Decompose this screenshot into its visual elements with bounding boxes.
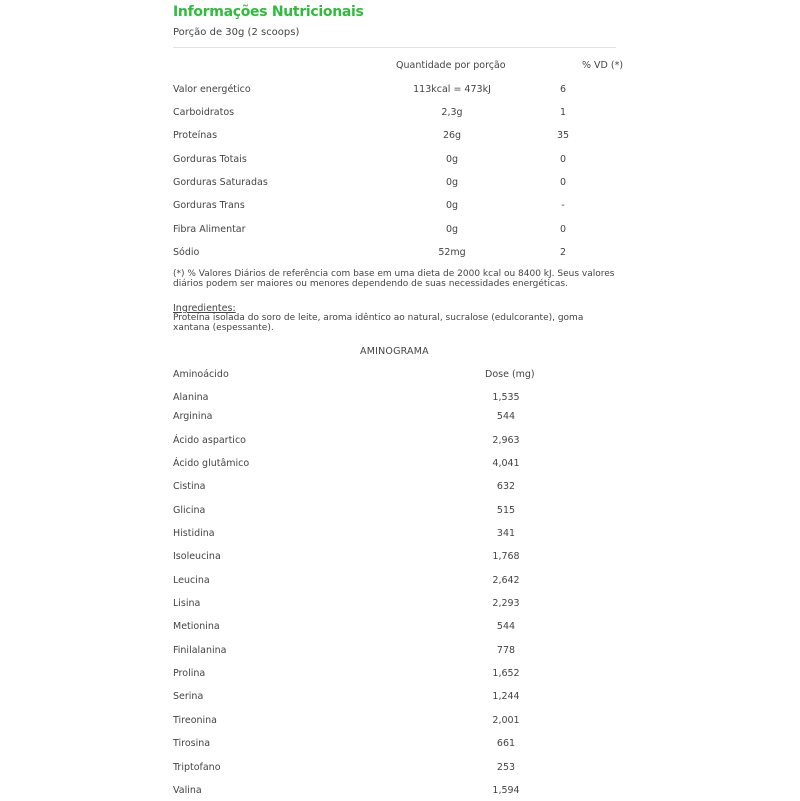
- nutrient-quantity: 2,3g: [441, 107, 463, 118]
- table-row: [0, 154, 800, 170]
- table-row: [0, 785, 800, 801]
- amino-dose: 544: [496, 411, 516, 422]
- amino-name: Metionina: [173, 621, 220, 632]
- amino-name: Serina: [173, 691, 204, 702]
- footnote: (*) % Valores Diários de referência com base em uma dieta de 2000 kcal ou 8400 kJ. Seus valores diários podem ser maiores ou menores dependendo de suas necessidades energéticas.: [173, 269, 615, 289]
- amino-dose: 2,001: [492, 715, 520, 726]
- vd-header: % VD (*): [582, 60, 624, 71]
- divider: [173, 47, 616, 48]
- amino-dose: 1,652: [492, 668, 520, 679]
- table-row: [0, 458, 800, 474]
- table-row: [0, 411, 800, 427]
- amino-name: Lisina: [173, 598, 201, 609]
- table-row: [0, 575, 800, 591]
- amino-name: Histidina: [173, 528, 215, 539]
- amino-name: Tireonina: [173, 715, 218, 726]
- nutrient-vd: -: [561, 200, 565, 211]
- amino-dose: 4,041: [492, 458, 520, 469]
- amino-name: Arginina: [173, 411, 213, 422]
- table-row: [0, 247, 800, 263]
- amino-name: Tirosina: [173, 738, 211, 749]
- table-row: [0, 200, 800, 216]
- amino-dose: 515: [496, 505, 516, 516]
- table-row: [0, 392, 800, 408]
- table-row: [0, 551, 800, 567]
- nutrient-vd: 0: [559, 154, 567, 165]
- nutrient-vd: 1: [559, 107, 567, 118]
- nutrient-name: Valor energético: [173, 84, 251, 95]
- amino-dose: 2,642: [492, 575, 520, 586]
- amino-dose: 778: [496, 645, 516, 656]
- nutrient-quantity: 26g: [442, 130, 462, 141]
- amino-dose: 2,963: [492, 435, 520, 446]
- amino-name: Triptofano: [173, 762, 221, 773]
- nutrient-name: Carboidratos: [173, 107, 235, 118]
- amino-header: Aminoácido: [173, 369, 229, 380]
- nutrient-name: Gorduras Trans: [173, 200, 245, 211]
- nutrient-name: Sódio: [173, 247, 200, 258]
- amino-dose: 1,594: [492, 785, 520, 796]
- amino-name: Ácido aspartico: [173, 435, 246, 446]
- nutrient-vd: 2: [559, 247, 567, 258]
- table-row: [0, 645, 800, 661]
- amino-name: Finilalanina: [173, 645, 227, 656]
- table-row: [0, 177, 800, 193]
- table-row: [0, 762, 800, 778]
- nutrient-quantity: 0g: [445, 177, 459, 188]
- amino-name: Glicina: [173, 505, 206, 516]
- table-row: [0, 668, 800, 684]
- quantity-header: Quantidade por porção: [396, 60, 506, 71]
- amino-dose: 1,244: [492, 691, 520, 702]
- aminogram-title: AMINOGRAMA: [360, 346, 429, 357]
- amino-dose: 632: [496, 481, 516, 492]
- amino-dose: 2,293: [492, 598, 520, 609]
- table-row: [0, 481, 800, 497]
- nutrient-vd: 35: [556, 130, 570, 141]
- table-row: [0, 505, 800, 521]
- amino-name: Leucina: [173, 575, 210, 586]
- nutrient-quantity: 113kcal = 473kJ: [413, 84, 491, 95]
- table-row: [0, 621, 800, 637]
- amino-name: Isoleucina: [173, 551, 221, 562]
- table-row: [0, 691, 800, 707]
- amino-name: Cistina: [173, 481, 206, 492]
- amino-dose: 1,768: [492, 551, 520, 562]
- serving-size: Porção de 30g (2 scoops): [173, 27, 300, 38]
- amino-name: Prolina: [173, 668, 206, 679]
- nutrient-vd: 6: [559, 84, 567, 95]
- table-row: [0, 130, 800, 146]
- amino-dose: 544: [496, 621, 516, 632]
- table-row: [0, 738, 800, 754]
- nutrient-quantity: 52mg: [438, 247, 466, 258]
- table-row: [0, 107, 800, 123]
- nutrient-name: Fibra Alimentar: [173, 224, 246, 235]
- table-row: [0, 528, 800, 544]
- page-title: Informações Nutricionais: [173, 4, 364, 20]
- nutrient-quantity: 0g: [445, 200, 459, 211]
- nutrient-name: Proteínas: [173, 130, 218, 141]
- table-row: [0, 224, 800, 240]
- dose-header: Dose (mg): [485, 369, 535, 380]
- amino-name: Valina: [173, 785, 202, 796]
- amino-name: Alanina: [173, 392, 209, 403]
- amino-dose: 661: [496, 738, 516, 749]
- ingredients-text: Proteína isolada do soro de leite, aroma idêntico ao natural, sucralose (edulcorante), goma xantana (espessante).: [173, 313, 584, 333]
- nutrient-quantity: 0g: [445, 224, 459, 235]
- nutrient-vd: 0: [559, 224, 567, 235]
- nutrient-vd: 0: [559, 177, 567, 188]
- table-row: [0, 435, 800, 451]
- amino-dose: 1,535: [492, 392, 520, 403]
- table-row: [0, 715, 800, 731]
- nutrient-quantity: 0g: [445, 154, 459, 165]
- amino-dose: 341: [496, 528, 516, 539]
- nutrient-name: Gorduras Saturadas: [173, 177, 268, 188]
- ingredients-label: Ingredientes:: [173, 303, 236, 314]
- table-row: [0, 598, 800, 614]
- amino-dose: 253: [496, 762, 516, 773]
- table-row: [0, 84, 800, 100]
- nutrient-name: Gorduras Totais: [173, 154, 247, 165]
- amino-name: Ácido glutâmico: [173, 458, 250, 469]
